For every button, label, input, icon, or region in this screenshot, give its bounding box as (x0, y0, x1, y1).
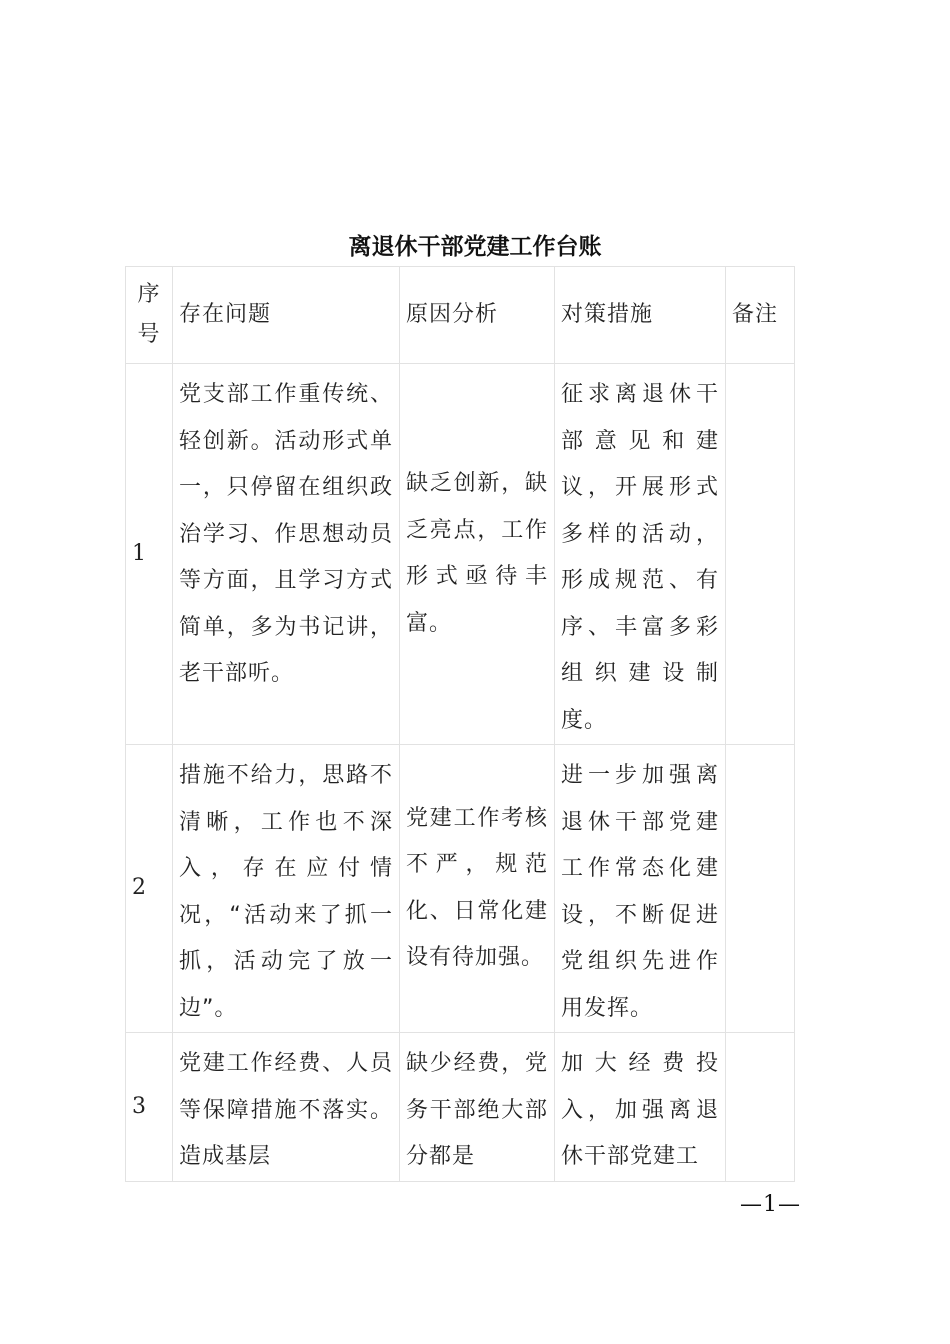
table-row (126, 745, 795, 1033)
row-cause: 缺乏创新，缺乏亮点，工作形式亟待丰富。 (400, 364, 555, 745)
page-number: —1— (740, 1192, 801, 1217)
row-measure: 进一步加强离退休干部党建工作常态化建设，不断促进党组织先进作用发挥。 (555, 745, 726, 1033)
row-remark (726, 364, 795, 745)
row-problem: 党建工作经费、人员等保障措施不落实。造成基层 (173, 1033, 400, 1182)
row-cause: 党建工作考核不严，规范化、日常化建设有待加强。 (400, 745, 555, 1033)
row-index: 1 (126, 364, 173, 745)
document-title: 离退休干部党建工作台账 (348, 233, 602, 260)
header-measure: 对策措施 (555, 267, 726, 364)
row-measure: 加大经费投入，加强离退休干部党建工 (555, 1033, 726, 1182)
ledger-table (125, 266, 795, 1182)
header-cause: 原因分析 (400, 267, 555, 364)
header-remark: 备注 (726, 267, 795, 364)
row-index: 2 (126, 745, 173, 1033)
table-row (126, 364, 795, 745)
row-measure: 征求离退休干部意见和建议，开展形式多样的活动，形成规范、有序、丰富多彩组织建设制度。 (555, 364, 726, 745)
table-header-row (126, 267, 795, 364)
row-index: 3 (126, 1033, 173, 1182)
row-problem: 党支部工作重传统、轻创新。活动形式单一，只停留在组织政治学习、作思想动员等方面，且学习方式简单，多为书记讲，老干部听。 (173, 364, 400, 745)
row-remark (726, 745, 795, 1033)
header-problem: 存在问题 (173, 267, 400, 364)
row-problem: 措施不给力，思路不清晰，工作也不深入，存在应付情况，“活动来了抓一抓，活动完了放一边”。 (173, 745, 400, 1033)
row-cause: 缺少经费，党务干部绝大部分都是 (400, 1033, 555, 1182)
table-row (126, 1033, 795, 1182)
header-index: 序号 (126, 267, 173, 364)
row-remark (726, 1033, 795, 1182)
